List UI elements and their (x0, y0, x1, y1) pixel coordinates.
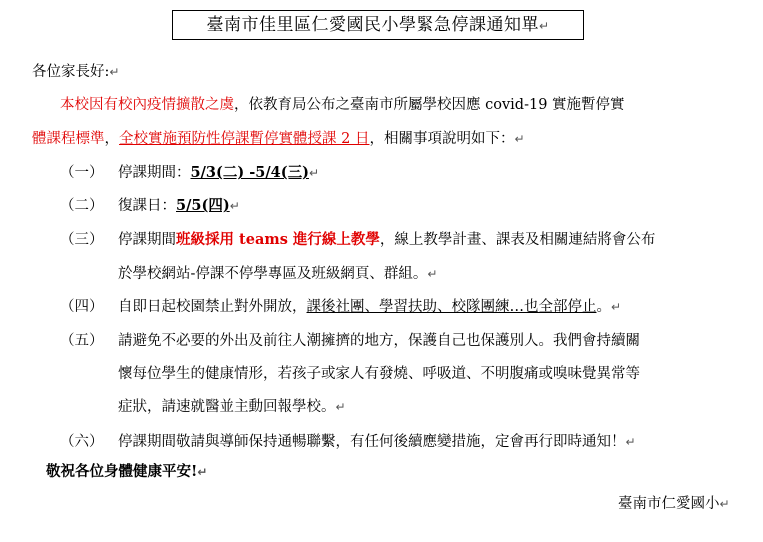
intro-text: ，依教育局公布之臺南市所屬學校因應 covid-19 實施暫停實 (234, 97, 625, 113)
paragraph-mark: ↵ (538, 19, 550, 33)
item-3-post: ，線上教學計畫、課表及相關連結將會公布 (379, 232, 656, 248)
paragraph-mark: ↵ (611, 300, 622, 314)
item-5-line-1 (118, 329, 640, 350)
item-5-line-2 (118, 362, 640, 383)
item-3-pre: 停課期間 (118, 232, 176, 248)
item-4-number: （四） (60, 299, 104, 315)
paragraph-mark: ↵ (109, 65, 120, 79)
intro-line-1 (60, 93, 625, 114)
item-3-line-1 (118, 228, 655, 249)
intro-line-2 (32, 127, 525, 148)
item-2-text (118, 194, 240, 215)
document-title-box (172, 10, 584, 40)
item-5-line-2-text: 懷每位學生的健康情形，若孩子或家人有發燒、呼吸道、不明腹痛或嗅味覺異常等 (118, 366, 640, 382)
greeting: 各位家長好: (32, 64, 110, 80)
item-4-pre: 自即日起校園禁止對外開放， (118, 299, 307, 315)
item-1-label: 停課期間： (118, 165, 191, 181)
greeting-line (32, 60, 119, 81)
paragraph-mark: ↵ (229, 199, 240, 213)
item-3-line-2-text: 於學校網站-停課不停學專區及班級網頁、群組。 (118, 266, 428, 282)
closing-text: 敬祝各位身體健康平安! (46, 463, 198, 480)
item-4-text (118, 295, 621, 316)
item-2-label: 復課日： (118, 198, 176, 214)
item-3-line-2 (118, 262, 437, 283)
item-2-value: 5/5(四) (176, 197, 230, 214)
paragraph-mark: ↵ (719, 497, 730, 511)
item-1-number: （一） (60, 165, 104, 181)
intro-comma: ， (104, 131, 119, 147)
intro-underlined-red-text: 全校實施預防性停課暫停實體授課 2 日 (119, 131, 370, 147)
item-1-text (118, 161, 319, 182)
item-2-number: （二） (60, 198, 104, 214)
item-5-line-3-text: 症狀，請速就醫並主動回報學校。 (118, 399, 336, 415)
intro-red-text-2: 體課程標準 (32, 131, 105, 147)
paragraph-mark: ↵ (625, 435, 636, 449)
paragraph-mark: ↵ (514, 132, 525, 146)
intro-red-text: 本校因有校內疫情擴散之虞 (60, 97, 234, 113)
paragraph-mark: ↵ (335, 400, 346, 414)
item-6-line-1 (118, 430, 636, 451)
item-3-number: （三） (60, 232, 104, 248)
signature-line (618, 492, 730, 513)
item-1-value: 5/3(二) -5/4(三) (190, 164, 309, 181)
item-5-number: （五） (60, 333, 104, 349)
item-3-highlight: 班級採用 teams 進行線上教學 (176, 231, 380, 248)
signature: 臺南市仁愛國小 (618, 496, 720, 512)
paragraph-mark: ↵ (197, 465, 208, 479)
item-4-underlined: 課後社團、學習扶助、校隊團練…也全部停止 (306, 299, 597, 315)
item-4-post: 。 (596, 299, 611, 315)
intro-tail: ，相關事項說明如下： (369, 131, 515, 147)
item-6-number: （六） (60, 434, 104, 450)
closing-line (46, 460, 207, 481)
paragraph-mark: ↵ (427, 267, 438, 281)
paragraph-mark: ↵ (308, 166, 320, 180)
item-6-line-1-text: 停課期間敬請與導師保持通暢聯繫，有任何後續應變措施，定會再行即時通知！ (118, 434, 626, 450)
document-title: 臺南市佳里區仁愛國民小學緊急停課通知單 (206, 15, 539, 35)
item-5-line-1-text: 請避免不必要的外出及前往人潮擁擠的地方，保護自己也保護別人。我們會持續關 (118, 333, 640, 349)
item-5-line-3 (118, 395, 346, 416)
